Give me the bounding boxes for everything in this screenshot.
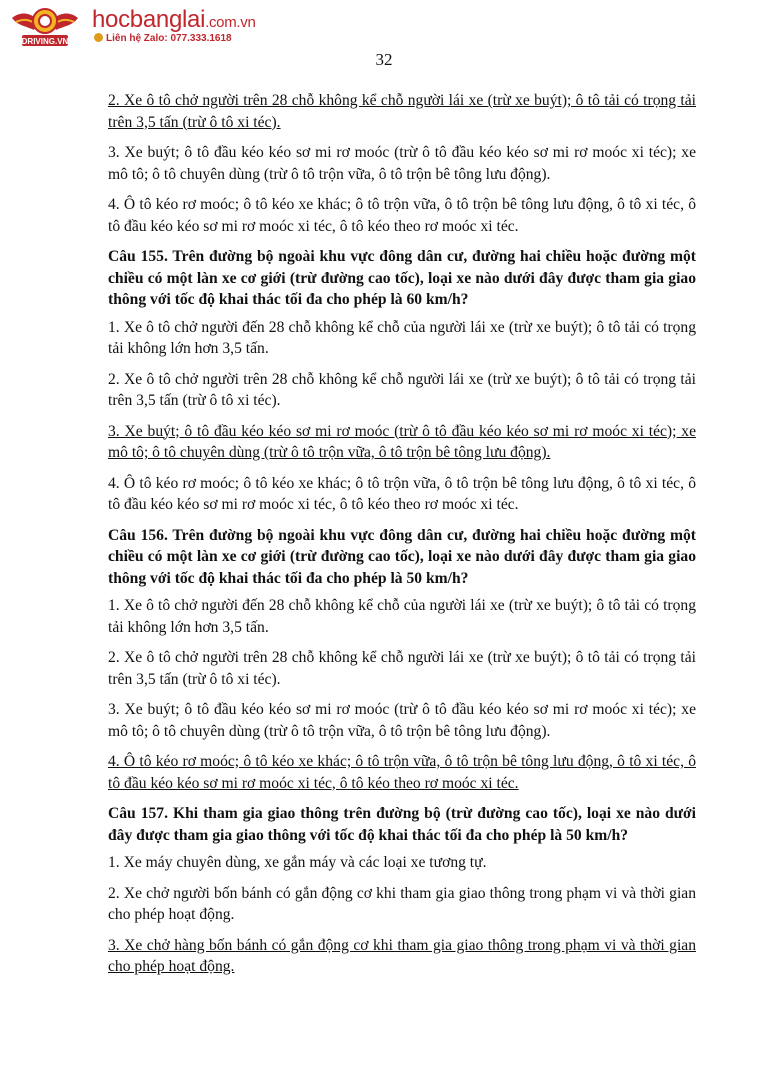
answer-option <box>108 595 696 638</box>
answer-option-correct <box>108 751 696 794</box>
contact-line <box>94 33 232 44</box>
answer-option <box>108 699 696 742</box>
option-text: 3. Xe buýt; ô tô đầu kéo kéo sơ mi rơ moóc (trừ ô tô đầu kéo kéo sơ mi rơ moóc xi téc); xe mô tô; ô tô chuyên dùng (trừ ô tô trộn vữa, ô tô trộn bê tông lưu động). <box>108 144 696 183</box>
answer-option-correct <box>108 90 696 133</box>
question-heading <box>108 525 696 590</box>
page-number: 32 <box>375 50 393 69</box>
option-text: 1. Xe ô tô chở người đến 28 chỗ không kể chỗ của người lái xe (trừ xe buýt); ô tô tải có trọng tải không lớn hơn 3,5 tấn. <box>108 318 696 357</box>
option-text: 2. Xe ô tô chở người trên 28 chỗ không kể chỗ người lái xe (trừ xe buýt); ô tô tải có trọng tải trên 3,5 tấn (trừ ô tô xi téc). <box>108 92 696 131</box>
contact-text: Liên hệ Zalo: 077.333.1618 <box>106 33 232 44</box>
site-logo[interactable] <box>8 4 256 48</box>
answer-option-correct <box>108 935 696 978</box>
question-heading <box>108 803 696 846</box>
answer-option <box>108 852 696 874</box>
driving-emblem-icon <box>8 4 82 48</box>
answer-option <box>108 647 696 690</box>
answer-option <box>108 142 696 185</box>
emblem-label: DRIVING.VN <box>21 37 69 46</box>
option-text: 2. Xe chở người bốn bánh có gắn động cơ khi tham gia giao thông trong phạm vi và thời gian cho phép hoạt động. <box>108 884 696 923</box>
site-name-main: hocbanglai <box>92 6 206 33</box>
document-body <box>108 90 696 987</box>
option-text: 4. Ô tô kéo rơ moóc; ô tô kéo xe khác; ô tô trộn vữa, ô tô trộn bê tông lưu động, ô tô xi téc, ô tô đầu kéo kéo sơ mi rơ moóc xi téc, ô tô kéo theo rơ moóc xi téc. <box>108 474 696 513</box>
site-domain: .com.vn <box>205 14 256 31</box>
question-text: Câu 156. Trên đường bộ ngoài khu vực đông dân cư, đường hai chiều hoặc đường một chiều có một làn xe cơ giới (trừ đường cao tốc), loại xe nào dưới đây được tham gia giao thông với tốc độ khai thác tối đa cho phép là 50 km/h? <box>108 526 696 587</box>
answer-option <box>108 194 696 237</box>
option-text: 3. Xe buýt; ô tô đầu kéo kéo sơ mi rơ moóc (trừ ô tô đầu kéo kéo sơ mi rơ moóc xi téc); xe mô tô; ô tô chuyên dùng (trừ ô tô trộn vữa, ô tô trộn bê tông lưu động). <box>108 701 696 740</box>
option-text: 2. Xe ô tô chở người trên 28 chỗ không kể chỗ người lái xe (trừ xe buýt); ô tô tải có trọng tải trên 3,5 tấn (trừ ô tô xi téc). <box>108 370 696 409</box>
answer-option <box>108 369 696 412</box>
answer-option <box>108 883 696 926</box>
phone-icon <box>94 33 103 42</box>
question-text: Câu 155. Trên đường bộ ngoài khu vực đông dân cư, đường hai chiều hoặc đường một chiều có một làn xe cơ giới (trừ đường cao tốc), loại xe nào dưới đây được tham gia giao thông với tốc độ khai thác tối đa cho phép là 60 km/h? <box>108 248 696 308</box>
option-text: 1. Xe ô tô chở người đến 28 chỗ không kể chỗ của người lái xe (trừ xe buýt); ô tô tải có trọng tải không lớn hơn 3,5 tấn. <box>108 597 696 636</box>
option-text: 3. Xe chở hàng bốn bánh có gắn động cơ khi tham gia giao thông trong phạm vi và thời gian cho phép hoạt động. <box>108 936 696 975</box>
answer-option <box>108 317 696 360</box>
question-text: Câu 157. Khi tham gia giao thông trên đường bộ (trừ đường cao tốc), loại xe nào dưới đây được tham gia giao thông với tốc độ khai thác tối đa cho phép là 50 km/h? <box>108 805 696 844</box>
answer-option-correct <box>108 421 696 464</box>
answer-option <box>108 473 696 516</box>
option-text: 1. Xe máy chuyên dùng, xe gắn máy và các loại xe tương tự. <box>108 854 487 871</box>
site-name <box>92 6 256 34</box>
option-text: 4. Ô tô kéo rơ moóc; ô tô kéo xe khác; ô tô trộn vữa, ô tô trộn bê tông lưu động, ô tô xi téc, ô tô đầu kéo kéo sơ mi rơ moóc xi téc, ô tô kéo theo rơ moóc xi téc. <box>108 196 696 235</box>
option-text: 3. Xe buýt; ô tô đầu kéo kéo sơ mi rơ moóc (trừ ô tô đầu kéo kéo sơ mi rơ moóc xi téc); xe mô tô; ô tô chuyên dùng (trừ ô tô trộn vữa, ô tô trộn bê tông lưu động). <box>108 422 696 461</box>
question-heading <box>108 246 696 311</box>
option-text: 4. Ô tô kéo rơ moóc; ô tô kéo xe khác; ô tô trộn vữa, ô tô trộn bê tông lưu động, ô tô xi téc, ô tô đầu kéo kéo sơ mi rơ moóc xi téc, ô tô kéo theo rơ moóc xi téc. <box>108 753 696 792</box>
option-text: 2. Xe ô tô chở người trên 28 chỗ không kể chỗ người lái xe (trừ xe buýt); ô tô tải có trọng tải trên 3,5 tấn (trừ ô tô xi téc). <box>108 649 696 688</box>
